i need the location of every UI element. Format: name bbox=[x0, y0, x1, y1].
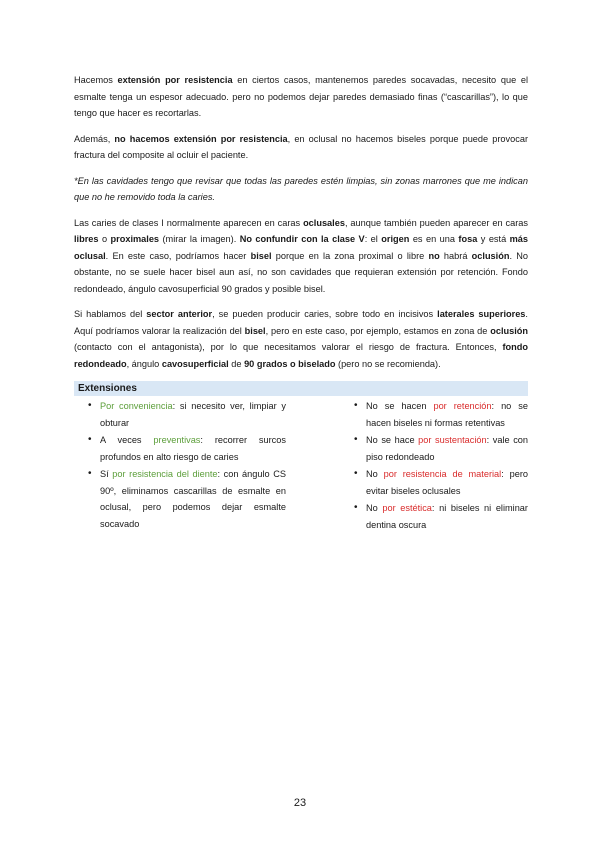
text: : si necesito ver, limpiar y obturar bbox=[100, 401, 286, 428]
text: , pero en este caso, por ejemplo, estamos en zona de bbox=[265, 325, 491, 336]
bold-text: oclusión bbox=[490, 325, 528, 336]
highlight-green: preventivas bbox=[153, 435, 201, 445]
page-content bbox=[74, 72, 528, 534]
text: . Aquí podríamos valorar la realización del bbox=[74, 309, 528, 336]
text: Además, bbox=[74, 133, 115, 144]
text: Hacemos bbox=[74, 75, 118, 85]
text: (mirar la imagen). bbox=[159, 234, 240, 244]
text: No bbox=[366, 503, 383, 513]
bold-text: no bbox=[428, 250, 440, 261]
bold-text: proximales bbox=[110, 234, 160, 244]
text: (contacto con el antagonista), por lo que necesitamos valorar el riesgo de fractura. Entonces, bbox=[74, 342, 503, 352]
list-item bbox=[340, 432, 528, 465]
highlight-green: por resistencia del diente bbox=[112, 469, 218, 479]
bold-text: no hacemos extensión por resistencia bbox=[114, 133, 288, 144]
extensiones-left-column bbox=[74, 398, 286, 534]
text: . En este caso, podríamos hacer bbox=[105, 250, 251, 261]
bold-text: bisel bbox=[250, 250, 272, 261]
highlight-green: Por conveniencia bbox=[100, 401, 173, 411]
text: y está bbox=[477, 234, 510, 244]
text: No bbox=[366, 469, 384, 479]
highlight-red: por estética bbox=[382, 503, 432, 513]
text: de bbox=[228, 358, 245, 369]
extensiones-right-column bbox=[340, 398, 528, 534]
text: : el bbox=[364, 234, 382, 244]
text: : no se hacen biseles ni formas retentivas bbox=[366, 401, 528, 428]
text: , en oclusal no hacemos biseles porque puede provocar fractura del composite al ocluir el paciente. bbox=[74, 133, 528, 160]
extensiones-columns bbox=[74, 398, 528, 534]
list-item bbox=[340, 398, 528, 431]
bold-text: No confundir con la clase V bbox=[239, 234, 365, 244]
bold-text: sector anterior bbox=[146, 309, 213, 319]
text: No se hacen bbox=[366, 401, 434, 411]
text: : vale con piso redondeado bbox=[366, 435, 529, 462]
list-item bbox=[340, 500, 528, 533]
bold-text: origen bbox=[381, 234, 410, 244]
paragraph-sector-anterior bbox=[74, 306, 528, 372]
paragraph-extension-resistencia bbox=[74, 72, 528, 122]
bold-text: fondo redondeado bbox=[74, 342, 528, 369]
bold-text: bisel bbox=[244, 325, 266, 336]
bold-text: cavosuperficial bbox=[161, 358, 229, 369]
list-item bbox=[74, 466, 286, 532]
text: : pero evitar biseles oclusales bbox=[366, 469, 528, 496]
text: No se hace bbox=[366, 435, 419, 445]
text: : ni biseles ni eliminar dentina oscura bbox=[366, 503, 528, 530]
page-number: 23 bbox=[293, 797, 307, 809]
bullet-list-left bbox=[74, 398, 286, 532]
text: Sí bbox=[100, 469, 113, 479]
text: : con ángulo CS 90º, eliminamos cascarillas de esmalte en oclusal, pero podemos dejar esmalte socavado bbox=[100, 469, 286, 529]
text: , aunque también pueden aparecer en caras bbox=[344, 217, 528, 228]
list-item bbox=[74, 432, 286, 465]
text: habrá bbox=[439, 250, 472, 261]
highlight-red: por retención bbox=[433, 401, 492, 411]
text: es en una bbox=[409, 234, 459, 244]
bullet-list-right bbox=[340, 398, 528, 533]
text: Las caries de clases I normalmente aparecen en caras bbox=[74, 217, 304, 228]
list-item bbox=[74, 398, 286, 431]
text: A veces bbox=[100, 435, 154, 445]
text: : recorrer surcos profundos en alto riesgo de caries bbox=[100, 435, 286, 462]
list-item bbox=[340, 466, 528, 499]
note-paragraph: *En las cavidades tengo que revisar que todas las paredes estén limpias, sin zonas marrones que me indican que no he removido toda la caries. bbox=[74, 175, 528, 202]
paragraph-clase-i bbox=[74, 215, 528, 298]
text: Si hablamos del bbox=[74, 309, 147, 319]
bold-text: extensión por resistencia bbox=[117, 75, 233, 85]
highlight-red: por resistencia de material bbox=[383, 469, 502, 479]
bold-text: fosa bbox=[458, 234, 478, 244]
highlight-red: por sustentación bbox=[418, 435, 487, 445]
extensiones-box bbox=[74, 381, 528, 534]
text: , ángulo bbox=[126, 358, 162, 369]
bold-text: oclusión bbox=[471, 250, 510, 261]
text: . No obstante, no se suele hacer bisel aun así, no son cavidades que requieran extensión por retención. Fondo redondeado, ángulo cavosuperficial 90 grados y posible bisel. bbox=[74, 250, 528, 294]
bold-text: laterales superiores bbox=[437, 309, 526, 319]
text: en ciertos casos, mantenemos paredes socavadas, necesito que el esmalte tenga un espesor adecuado. pero no podemos dejar paredes demasiado finas (“cascarillas”), lo que tengo que hacer es recortarlas. bbox=[74, 75, 529, 118]
bold-text: 90 grados o biselado bbox=[244, 358, 336, 369]
bold-text: libres bbox=[74, 234, 99, 244]
text: (pero no se recomienda). bbox=[335, 358, 441, 369]
extensiones-header: Extensiones bbox=[74, 381, 528, 396]
bold-text: oclusales bbox=[303, 217, 345, 228]
text: , se pueden producir caries, sobre todo en incisivos bbox=[212, 309, 438, 319]
text: o bbox=[98, 234, 111, 244]
bold-text: más oclusal bbox=[74, 234, 529, 261]
text: porque en la zona proximal o libre bbox=[271, 250, 429, 261]
paragraph-no-extension bbox=[74, 131, 528, 164]
